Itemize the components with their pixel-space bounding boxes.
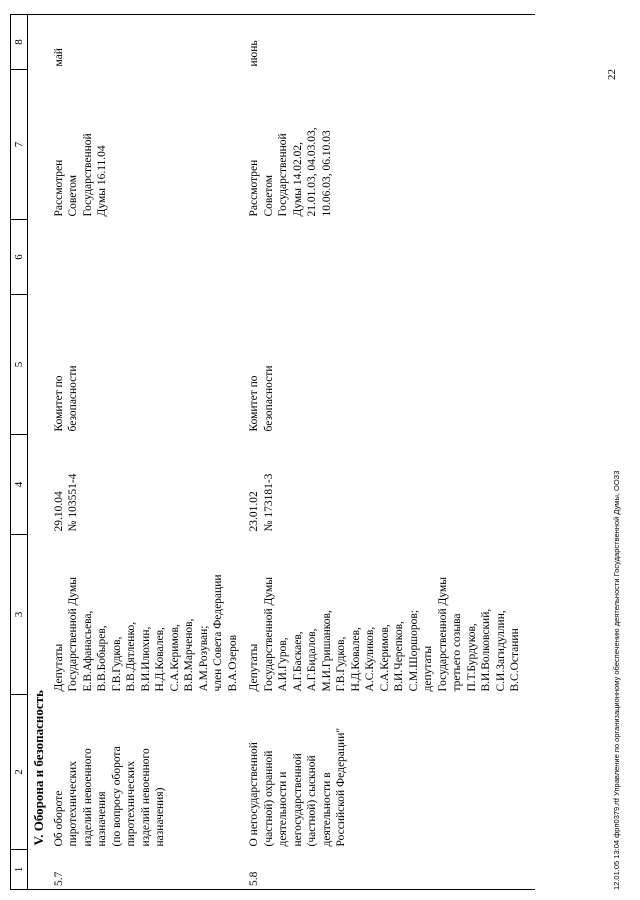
bill-authors [244, 535, 527, 695]
bill-authors-line: А.М.Розуван; [197, 625, 210, 692]
bill-title-line: назначения [96, 791, 108, 847]
table-bottom-edge [527, 15, 535, 890]
responsible-committee [244, 295, 527, 435]
bill-authors-line: А.Г.Бидалов, [306, 628, 318, 692]
bill-authors-line: С.А.Керимов, [168, 624, 181, 692]
column-number-row [11, 15, 28, 890]
consideration-status [49, 70, 245, 220]
bill-authors-line: А.Г.Баскаев, [291, 631, 304, 692]
bill-authors-line: Н.Д.Ковалев, [349, 627, 362, 692]
page-number: 22 [606, 69, 618, 80]
bill-title-line: Об обороте [52, 790, 65, 847]
col-header-4: 4 [11, 435, 28, 535]
planned-month [49, 15, 245, 70]
responsible-committee-line: безопасности [262, 365, 275, 432]
bill-authors-line: В.С.Останин [509, 628, 521, 692]
responsible-committee [49, 295, 245, 435]
responsible-committee-line: безопасности [67, 365, 79, 432]
bill-authors-line: В.В.Марченов, [183, 618, 195, 692]
consideration-status-line: 21.01.03, 04.03.03, [306, 127, 318, 217]
bill-authors-line: А.И.Гуров, [277, 637, 289, 692]
registration-date-number-line: № 173181-3 [262, 473, 275, 532]
planned-month [244, 15, 527, 70]
bill-authors-line: Е.В.Афанасьева, [81, 610, 94, 692]
bill-authors-line: третьего созыва [451, 613, 463, 692]
bill-authors-line: В.В.Бобырев, [96, 625, 108, 692]
bill-authors-line: С.М.Шоршоров; [407, 610, 420, 692]
row-number-text: 5.7 [52, 871, 65, 886]
bill-authors-line: В.И.Илюхин, [139, 626, 152, 692]
row-number [49, 850, 245, 890]
consideration-status-line: 10.06.03, 06.10.03 [320, 130, 333, 217]
col-header-7: 7 [11, 70, 28, 220]
col-header-5: 5 [11, 295, 28, 435]
bill-authors-line: А.С.Куликов, [364, 626, 376, 692]
consideration-status-line: Советом [262, 174, 275, 217]
responsible-committee-line: Комитет по [248, 375, 260, 432]
section-title: V. Оборона и безопасность [31, 690, 46, 846]
registration-date-number-line: № 103551-4 [67, 473, 79, 532]
column-6 [49, 220, 245, 295]
bill-title-line: пиротехнических [125, 761, 137, 847]
bill-authors-line: П.Т.Бурдуков, [465, 623, 478, 692]
consideration-status-line: Рассмотрен [52, 159, 65, 217]
bill-title-line: пиротехнических [67, 761, 79, 847]
bill-authors-line: Государственной Думы [262, 577, 275, 692]
bill-title-line: О негосударственной [248, 742, 260, 847]
consideration-status-line: Рассмотрен [248, 159, 260, 217]
consideration-status-line: Думы 16.11.04 [96, 145, 108, 217]
bill-title-line: изделий невоенного [81, 748, 94, 847]
row-number [244, 850, 527, 890]
bill-authors-line: Г.В.Гудков, [335, 636, 347, 692]
responsible-committee-line: Комитет по [52, 375, 65, 432]
consideration-status-line: Думы 14.02.02, [291, 142, 304, 217]
bill-authors-line: Н.Д.Ковалев, [154, 627, 166, 692]
bill-authors-line: С.А.Керимов, [378, 624, 391, 692]
bill-title [244, 695, 527, 850]
bill-title-line: деятельности в [320, 772, 333, 847]
registration-date-number-line: 23.01.02 [248, 491, 260, 532]
bill-authors-line: В.В.Дятленко, [125, 621, 137, 692]
planned-month-line: июнь [248, 40, 260, 67]
bill-authors-line: Государственной Думы [436, 577, 449, 692]
bill-authors-line: депутаты [422, 645, 434, 692]
row-number-text: 5.8 [248, 871, 260, 886]
footer-text: 12.01.05 13:04 фрп0379.rtf Управление по организационному обеспечению деятельности Государственной Думы, ООЗ3 [612, 470, 621, 890]
bill-authors-line: Депутаты [248, 643, 260, 692]
consideration-status-line: Советом [67, 174, 79, 217]
bill-title-line: изделий невоенного [139, 748, 152, 847]
col-header-1: 1 [11, 850, 28, 890]
column-6 [244, 220, 527, 295]
section-row [28, 15, 49, 890]
bill-title-line: негосударственной [291, 753, 304, 847]
bill-authors-line: член Совета Федерации [212, 574, 224, 692]
registration-date-number [244, 435, 527, 535]
col-header-3: 3 [11, 535, 28, 695]
bill-authors-line: М.И.Гришанков, [320, 610, 333, 692]
bill-authors-line: Депутаты [52, 643, 65, 692]
bill-title-line: деятельности и [277, 771, 289, 847]
bill-title-line: (частной) охранной [262, 750, 275, 847]
bill-authors-line: В.И.Черепков, [393, 621, 405, 692]
registration-date-number [49, 435, 245, 535]
bill-title-line: (частной) сыскной [306, 755, 318, 847]
bill-authors-line: Государственной Думы [67, 577, 79, 692]
registration-date-number-line: 29.10.04 [52, 491, 65, 532]
consideration-status-line: Государственной [277, 133, 289, 217]
bill-authors-line: С.И.Загидуллин, [494, 610, 507, 692]
col-header-6: 6 [11, 220, 28, 295]
bill-authors-line: В.А.Озеров [226, 634, 239, 692]
col-header-2: 2 [11, 695, 28, 850]
bill-title-line: назначения) [154, 787, 166, 847]
bill-authors [49, 535, 245, 695]
consideration-status-line: Государственной [81, 133, 94, 217]
bill-title-line: Российской Федерации" [335, 727, 347, 847]
col-header-8: 8 [11, 15, 28, 70]
bill-authors-line: В.И.Волковский, [480, 608, 492, 692]
bill-authors-line: Г.В.Гудков, [110, 636, 123, 692]
bill-title [49, 695, 245, 850]
bill-title-line: (по вопросу оборота [110, 746, 123, 847]
consideration-status [244, 70, 527, 220]
table-row [49, 15, 245, 890]
bills-table [10, 14, 535, 890]
table-row [244, 15, 527, 890]
planned-month-line: май [52, 48, 65, 67]
